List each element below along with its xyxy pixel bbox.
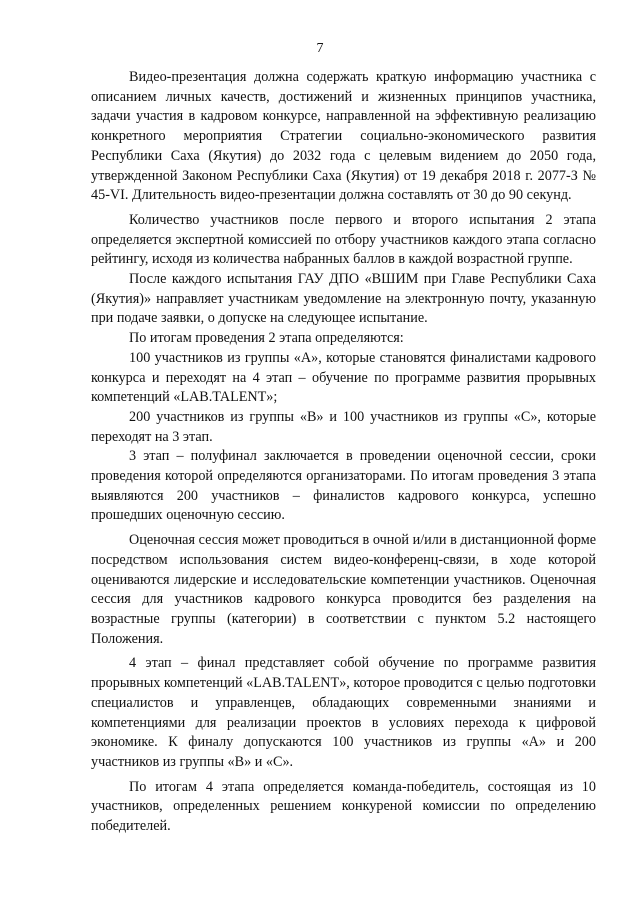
paragraph-video-presentation: Видео-презентация должна содержать краткую информацию участника с описанием личных качеств, достижений и жизненных принципов участника, задачи участия в кадровом конкурсе, направленной на эффективную реализацию конкретного мероприятия Стратегии социально-экономического развития Республики Саха (Якутия) до 2032 года с целевым видением до 2050 года, утвержденной Законом Республики Саха (Якутия) от 19 декабря 2018 г. 2077-З № 45-VI. Длительность видео-презентации должна составлять от 30 до 90 секунд.	[91, 69, 596, 204]
paragraph-participant-count: Количество участников после первого и второго испытания 2 этапа определяется экспертной комиссией по отбору участников каждого этапа согласно рейтингу, исходя из количества набранных баллов в каждой возрастной группе.	[91, 211, 596, 268]
paragraph-assessment-session: Оценочная сессия может проводиться в очной и/или в дистанционной форме посредством использования систем видео-конференц-связи, в ходе которой оцениваются лидерские и исследовательские компетенции участников. Оценочная сессия для участников кадрового конкурса проводится без разделения на возрастные группы (категории) в соответствии с пунктом 5.2 настоящего Положения.	[91, 532, 596, 647]
paragraph-winner-team: По итогам 4 этапа определяется команда-победитель, состоящая из 10 участников, определенных решением конкуреной комиссии по определению победителей.	[91, 778, 596, 835]
body-text	[91, 68, 596, 837]
paragraph-stage4: 4 этап – финал представляет собой обучение по программе развития прорывных компетенций «LAB.TALENT», которое проводится с целью подготовки специалистов и управленцев, обладающих современными знаниями и компетенциями для реализации проектов в условиях перехода к цифровой экономике. К финалу допускаются 100 участников из группы «А» и 200 участников из группы «В» и «С».	[91, 655, 596, 770]
paragraph-group-a: 100 участников из группы «А», которые становятся финалистами кадрового конкурса и переходят на 4 этап – обучение по программе развития прорывных компетенций «LAB.TALENT»;	[91, 349, 596, 406]
paragraph-notification: После каждого испытания ГАУ ДПО «ВШИМ при Главе Республики Саха (Якутия)» направляет участникам уведомление на электронную почту, указанную при подаче заявки, о допуске на следующее испытание.	[91, 271, 596, 327]
paragraph-group-b-c: 200 участников из группы «В» и 100 участников из группы «С», которые переходят на 3 этап.	[91, 408, 596, 445]
paragraph-stage2-results: По итогам проведения 2 этапа определяются:	[129, 330, 404, 347]
paragraph-stage3: 3 этап – полуфинал заключается в проведении оценочной сессии, сроки проведения которой определяются организаторами. По итогам проведения 3 этапа выявляются 200 участников – финалистов кадрового конкурса, успешно прошедших оценочную сессию.	[91, 448, 596, 524]
page-number: 7	[316, 41, 324, 56]
